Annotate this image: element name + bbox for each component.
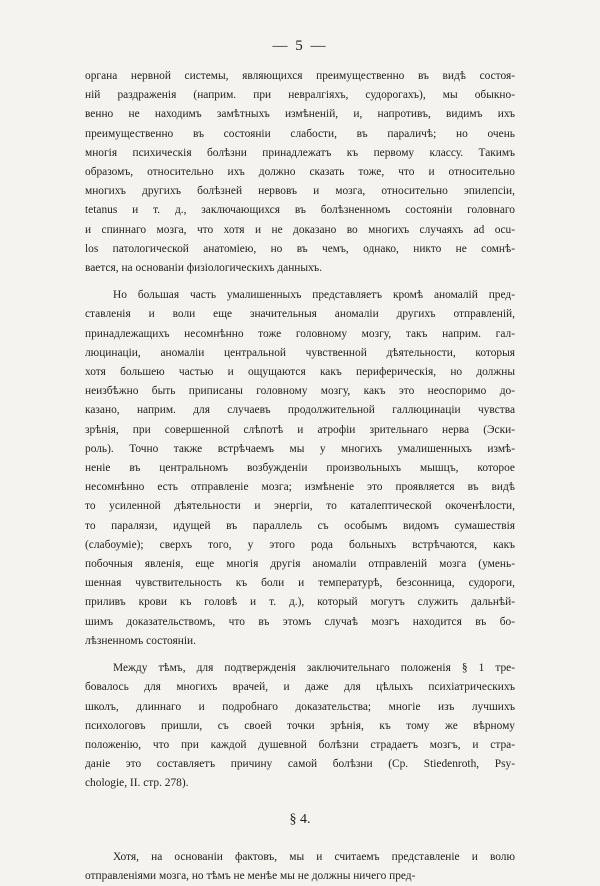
paragraph-1 — [85, 67, 515, 278]
text-line: ній раздраженія (наприм. при невралгіяхъ, судорогахъ), мы обыкно- — [85, 89, 515, 102]
paragraph-4 — [85, 848, 515, 886]
text-line: зрѣнія, при совершенной слѣпотѣ и атрофіи зрительнаго нерва (Эски- — [85, 423, 515, 436]
text-line: то усиленной дѣятельности и энергіи, то каталептической окоченѣлости, — [85, 500, 515, 513]
text-line: преимущественно въ состояніи слабости, въ параличѣ; но очень — [85, 127, 515, 140]
text-line: многихъ другихъ болѣзней нервовъ и мозга, относительно эпилепсіи, — [85, 185, 515, 198]
text-line: вается, на основаніи физіологическихъ данныхъ. — [85, 262, 323, 275]
text-line: школъ, длиннаго и подробнаго доказательства; многіе изъ лучшихъ — [85, 700, 515, 713]
paragraph-2 — [85, 286, 515, 651]
text-line: лѣзненномъ состояніи. — [85, 634, 196, 647]
text-line: ставленія и воли еще значительныя аномаліи другихъ отправленій, — [85, 308, 515, 321]
text-line: Между тѣмъ, для подтвержденія заключительнаго положенія § 1 тре- — [113, 662, 515, 675]
page-number: — 5 — — [272, 38, 328, 54]
text-line: (слабоуміе); сверхъ того, у этого рода больныхъ встрѣчаются, какъ — [85, 538, 515, 551]
text-line: tetanus и т. д., заключающихся въ болѣзненномъ состояніи головнаго — [85, 204, 515, 217]
text-line: шенная чувствительность къ боли и температурѣ, безсонница, судороги, — [85, 577, 515, 590]
text-line: хотя большею частью и ощущаются какъ периферическія, но должны — [85, 366, 515, 379]
text-line: многія психическія болѣзни принадлежатъ къ первому классу. Такимъ — [85, 146, 515, 159]
text-line: даніе это составляетъ причину самой болѣзни (Cp. Stiedenroth, Psy- — [85, 758, 515, 771]
text-line: шимъ доказательствомъ, что въ этомъ случаѣ мозгъ находится въ бо- — [85, 615, 515, 628]
text-line: роль). Точно также встрѣчаемъ мы у многихъ умалишенныхъ измѣ- — [85, 442, 515, 455]
text-line: и спиннаго мозга, что хотя и не доказано во многихъ случаяхъ ad ocu- — [85, 223, 515, 236]
text-line: венно не находимъ замѣтныхъ измѣненій, и, напротивъ, видимъ ихъ — [85, 108, 515, 121]
paragraph-3 — [85, 659, 515, 793]
text-line: отправленіями мозга, но тѣмъ не менѣе мы не должны ничего пред- — [85, 869, 416, 882]
text-line: несомнѣнно есть отправленіе мозга; измѣненіе это проявляется въ видѣ — [85, 481, 515, 494]
text-line: положенію, что при каждой душевной болѣзни страдаетъ мозгъ, и стра- — [85, 738, 515, 751]
text-line: неніе въ центральномъ возбужденіи произвольныхъ мышцъ, которое — [85, 462, 515, 475]
text-line: los патологической анатоміею, но въ чемъ, однако, никто не сомнѣ- — [85, 242, 515, 255]
text-line: казано, наприм. для случаевъ продолжительной галлюцинаціи чувства — [85, 404, 515, 417]
text-line: Хотя, на основаніи фактовъ, мы и считаемъ представленіе и волю — [113, 850, 515, 863]
text-line: Но большая часть умалишенныхъ представляетъ кромѣ аномалій пред- — [113, 289, 515, 302]
text-line: бовалось для многихъ врачей, и даже для цѣлыхъ психіатрическихъ — [85, 681, 515, 694]
text-line: принадлежащихъ несомнѣнно тоже головному мозгу, такъ наприм. гал- — [85, 327, 515, 340]
text-line: побочныя явленія, еще многія другія аномаліи отправленій мозга (умень- — [85, 558, 515, 571]
text-line: люцинаціи, аномаліи центральной чувственной дѣятельности, которыя — [85, 346, 515, 359]
text-line: психологовъ пришли, съ своей точки зрѣнія, къ тому же вѣрному — [85, 719, 515, 732]
text-line: неизбѣжно быть приписаны головному мозгу, какъ это неоспоримо до- — [85, 385, 515, 398]
text-line: приливъ крови къ головѣ и т. д.), который могутъ служить дальнѣй- — [85, 596, 515, 609]
text-line: органа нервной системы, являющихся преимущественно въ видѣ состоя- — [85, 70, 515, 82]
text-line: то паралязи, идущей въ параллель съ особымъ видомъ сумашествія — [85, 519, 515, 532]
text-line: chologie, II. стр. 278). — [85, 777, 189, 790]
section-heading: § 4. — [289, 811, 311, 827]
text-line: образомъ, относительно ихъ должно сказать тоже, что и относительно — [85, 166, 515, 179]
